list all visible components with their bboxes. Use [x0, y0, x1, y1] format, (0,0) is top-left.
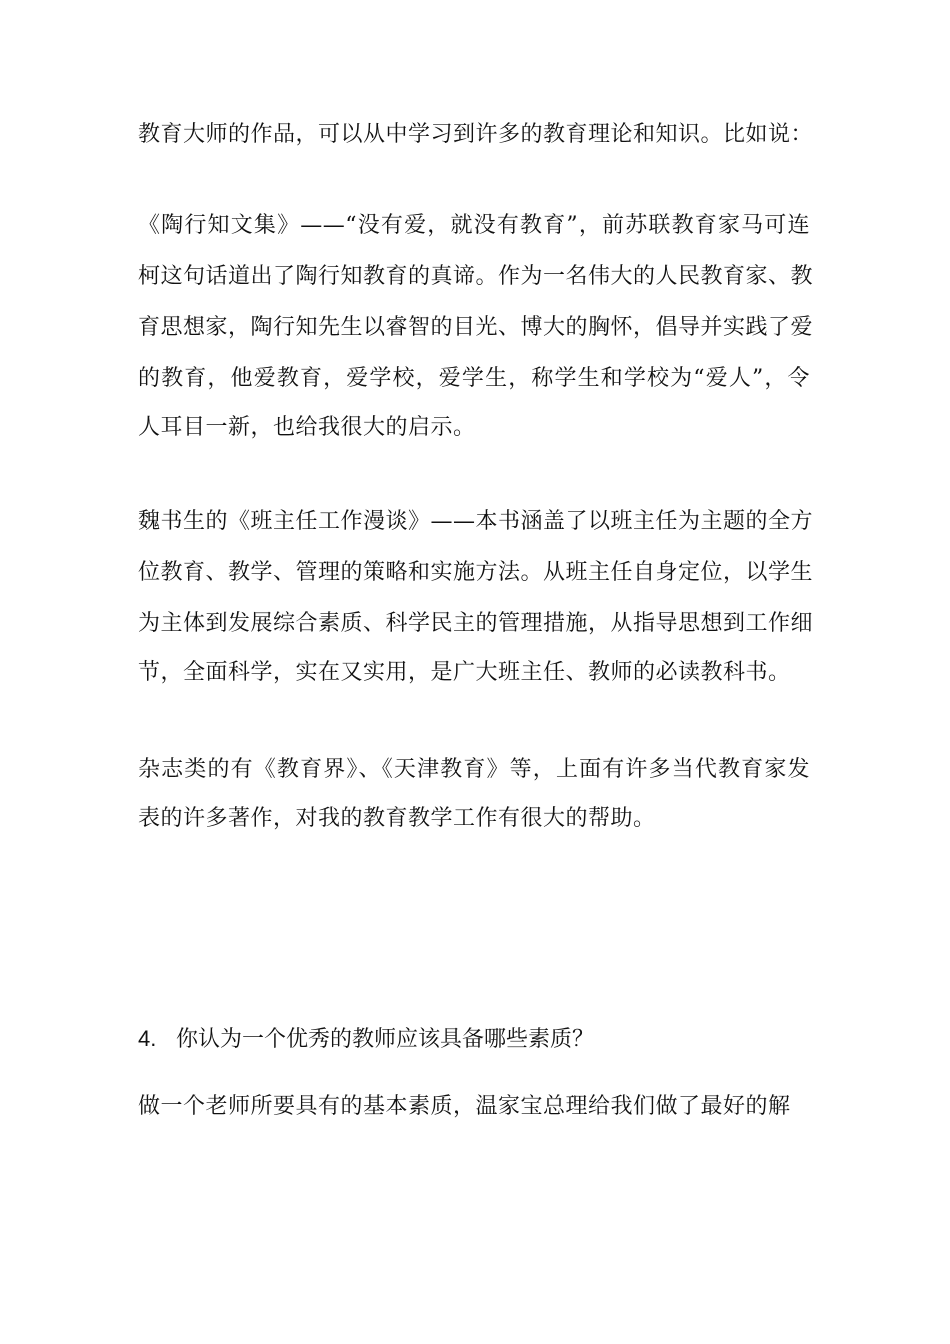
paragraph-line: 育思想家，陶行知先生以睿智的目光、博大的胸怀，倡导并实践了爱: [138, 315, 814, 340]
paragraph-line: 杂志类的有《教育界》、《天津教育》等，上面有许多当代教育家发: [138, 757, 810, 782]
paragraph-line: 《陶行知文集》——“没有爱，就没有教育”，前苏联教育家马可连: [138, 213, 810, 238]
paragraph-line: 魏书生的《班主任工作漫谈》——本书涵盖了以班主任为主题的全方: [138, 509, 814, 534]
paragraph-line: 人耳目一新，也给我很大的启示。: [138, 415, 476, 440]
question-text: 你认为一个优秀的教师应该具备哪些素质？: [176, 1027, 595, 1052]
answer-line: 做一个老师所要具有的基本素质，温家宝总理给我们做了最好的解: [138, 1094, 791, 1119]
intro-line: 教育大师的作品，可以从中学习到许多的教育理论和知识。比如说：: [138, 122, 814, 147]
paragraph-line: 位教育、教学、管理的策略和实施方法。从班主任自身定位，以学生: [138, 560, 814, 585]
paragraph-line: 为主体到发展综合素质、科学民主的管理措施，从指导思想到工作细: [138, 611, 814, 636]
paragraph-line: 节，全面科学，实在又实用，是广大班主任、教师的必读教科书。: [138, 660, 791, 685]
question-number: 4.: [138, 1026, 157, 1051]
paragraph-line: 的教育，他爱教育，爱学校，爱学生，称学生和学校为“爱人”，令: [138, 366, 810, 391]
paragraph-line: 柯这句话道出了陶行知教育的真谛。作为一名伟大的人民教育家、教: [138, 264, 814, 289]
question-heading: [138, 1024, 810, 1055]
paragraph-line: 表的许多著作，对我的教育教学工作有很大的帮助。: [138, 806, 656, 831]
